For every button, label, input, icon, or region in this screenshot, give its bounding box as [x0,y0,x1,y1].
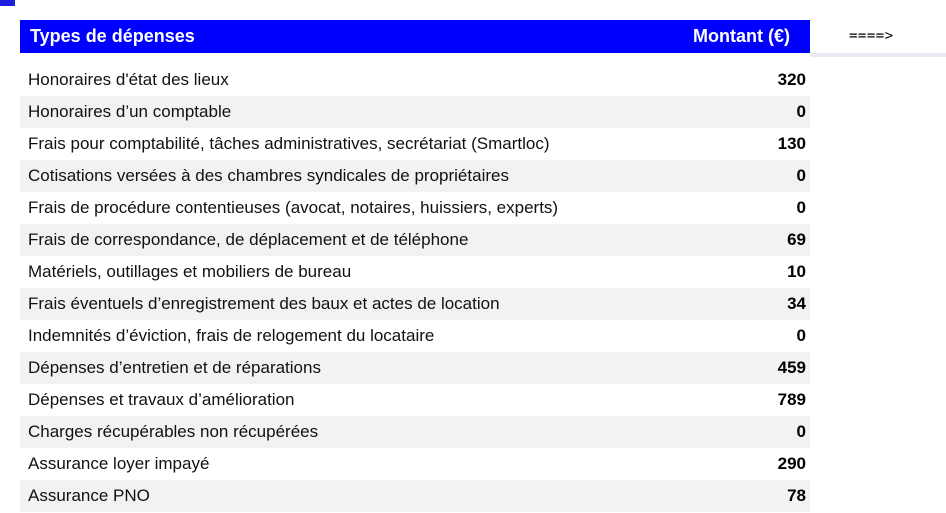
expense-amount: 789 [777,390,806,409]
arrow-link[interactable]: ====> [849,28,894,44]
expense-amount: 0 [796,198,806,217]
expense-label: Assurance PNO [28,486,150,505]
table-row [20,480,810,512]
expense-label: Cotisations versées à des chambres syndicales de propriétaires [28,166,509,185]
expense-amount: 0 [796,102,806,121]
table-row [20,64,810,96]
expense-amount: 34 [787,294,806,313]
corner-accent [0,0,15,6]
table-header [20,20,810,53]
table-row [20,256,810,288]
table-row [20,192,810,224]
header-amount-label: Montant (€) [693,26,790,46]
expense-amount: 0 [796,166,806,185]
table-row [20,96,810,128]
table-row [20,160,810,192]
table-row [20,416,810,448]
expense-label: Charges récupérables non récupérées [28,422,319,441]
table-row [20,224,810,256]
expense-amount: 290 [777,454,806,473]
expense-label: Indemnités d’éviction, frais de relogement du locataire [28,326,435,345]
expense-amount: 459 [777,358,806,377]
table-row [20,352,810,384]
expense-amount: 320 [777,70,806,89]
expense-label: Honoraires d'état des lieux [28,70,229,89]
expense-amount: 0 [796,326,806,345]
table-row [20,384,810,416]
right-divider [810,53,946,57]
table-body [20,64,810,512]
expense-label: Dépenses d’entretien et de réparations [28,358,321,377]
expense-label: Frais pour comptabilité, tâches administratives, secrétariat (Smartloc) [28,134,550,153]
table-row [20,288,810,320]
table-row [20,448,810,480]
expense-amount: 0 [796,422,806,441]
expenses-table [20,20,810,512]
expense-label: Frais éventuels d’enregistrement des baux et actes de location [28,294,500,313]
header-type-label: Types de dépenses [30,26,195,46]
expense-amount: 78 [787,486,806,505]
table-row [20,128,810,160]
expense-label: Frais de correspondance, de déplacement et de téléphone [28,230,469,249]
expense-label: Frais de procédure contentieuses (avocat, notaires, huissiers, experts) [28,198,559,217]
expense-amount: 10 [787,262,806,281]
expense-amount: 130 [777,134,806,153]
expense-label: Assurance loyer impayé [28,454,210,473]
expense-amount: 69 [787,230,806,249]
expense-label: Matériels, outillages et mobiliers de bureau [28,262,352,281]
header-gap [20,53,810,64]
expense-label: Honoraires d’un comptable [28,102,232,121]
expense-label: Dépenses et travaux d’amélioration [28,390,295,409]
table-row [20,320,810,352]
